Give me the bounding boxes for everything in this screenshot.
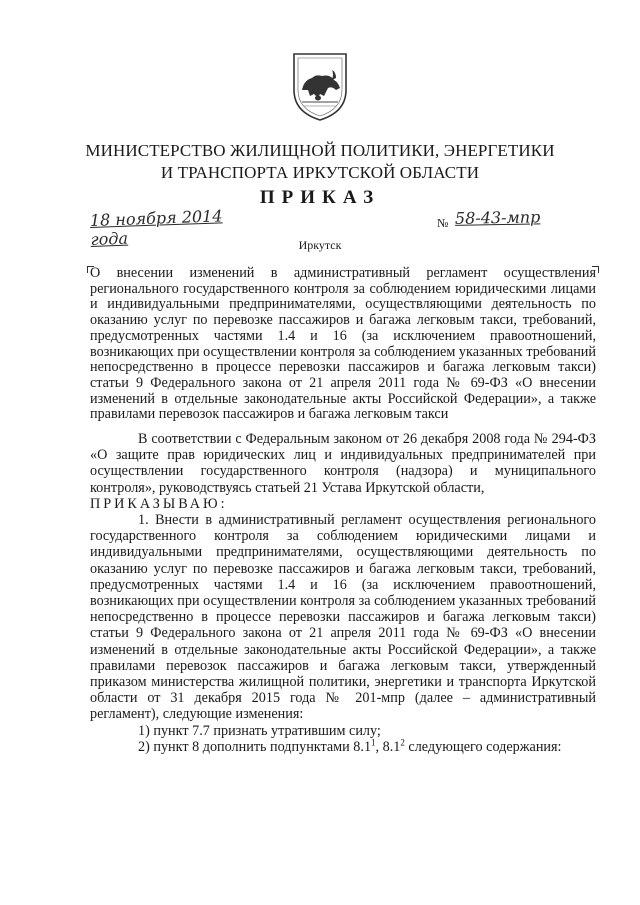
prikazyvayu-heading: ПРИКАЗЫВАЮ: [90,495,228,512]
order-number-handwritten: 58-43-мпр [454,207,541,228]
city-name: Иркутск [298,238,342,252]
sub-item-2-superscript-1: 1 [371,737,376,748]
preamble-paragraph: В соответствии с Федеральным законом от 26 декабря 2008 года № 294-ФЗ «О защите прав юридических лиц и индивидуальных предпринимателей при осуществлении государственного контроля (надзора) и муниципального контроля», руководствуясь статьей 21 Устава Иркутской области, [90,431,596,496]
order-date-handwritten: 18 ноября 2014 года [89,206,223,249]
order-number-label: № [437,216,449,230]
sub-item-2-separator: , 8.1 [375,738,401,755]
ministry-name-line1: МИНИСТЕРСТВО ЖИЛИЩНОЙ ПОЛИТИКИ, ЭНЕРГЕТИКИ [85,141,555,160]
order-body [90,431,596,755]
sub-item-2-superscript-2: 2 [400,737,405,748]
order-title: ПРИКАЗ [259,187,381,208]
sub-item-1: 1) пункт 7.7 признать утратившим силу; [138,722,381,739]
order-subject: О внесении изменений в административный регламент осуществления регионального государственного контроля за соблюдением юридическими лицами и индивидуальными предпринимателями, осуществляющими деятельность по оказанию услуг по перевозке пассажиров и багажа легковым такси, требований, предусмотренных частями 1.4 и 16 (за исключением правоотношений, возникающих при осуществлении контроля за соблюдением указанных требований непосредственно в процессе перевозки пассажиров и багажа легковым такси) статьи 9 Федерального закона от 21 апреля 2011 года № 69-ФЗ «О внесении изменений в отдельные законодательные акты Российской Федерации», а также правилами перевозок пассажиров и багажа легковым такси [90,265,596,423]
sub-item-2 [90,739,596,755]
sub-item-2-text: 2) пункт 8 дополнить подпунктами 8.1 [138,738,372,755]
coat-of-arms-icon [288,50,352,124]
item-1-paragraph: 1. Внести в административный регламент осуществления регионального государственного контроля за соблюдением юридическими лицами и индивидуальными предпринимателями, осуществляющими деятельность по оказанию услуг по перевозке пассажиров и багажа легковым такси, требований, предусмотренных частями 1.4 и 16 (за исключением правоотношений, возникающих при осуществлении контроля за соблюдением указанных требований непосредственно в процессе перевозки пассажиров и багажа легковым такси) статьи 9 Федерального закона от 21 апреля 2011 года № 69-ФЗ «О внесении изменений в отдельные законодательные акты Российской Федерации», а также правилами перевозок пассажиров и багажа легковым такси, утвержденный приказом министерства жилищной политики, энергетики и транспорта Иркутской области от 31 декабря 2015 года № 201-мпр (далее – административный регламент), следующие изменения: [90,512,596,723]
sub-item-2-tail: следующего содержания: [404,738,562,755]
ministry-name-line2: И ТРАНСПОРТА ИРКУТСКОЙ ОБЛАСТИ [160,163,480,182]
ministry-name [60,140,580,184]
